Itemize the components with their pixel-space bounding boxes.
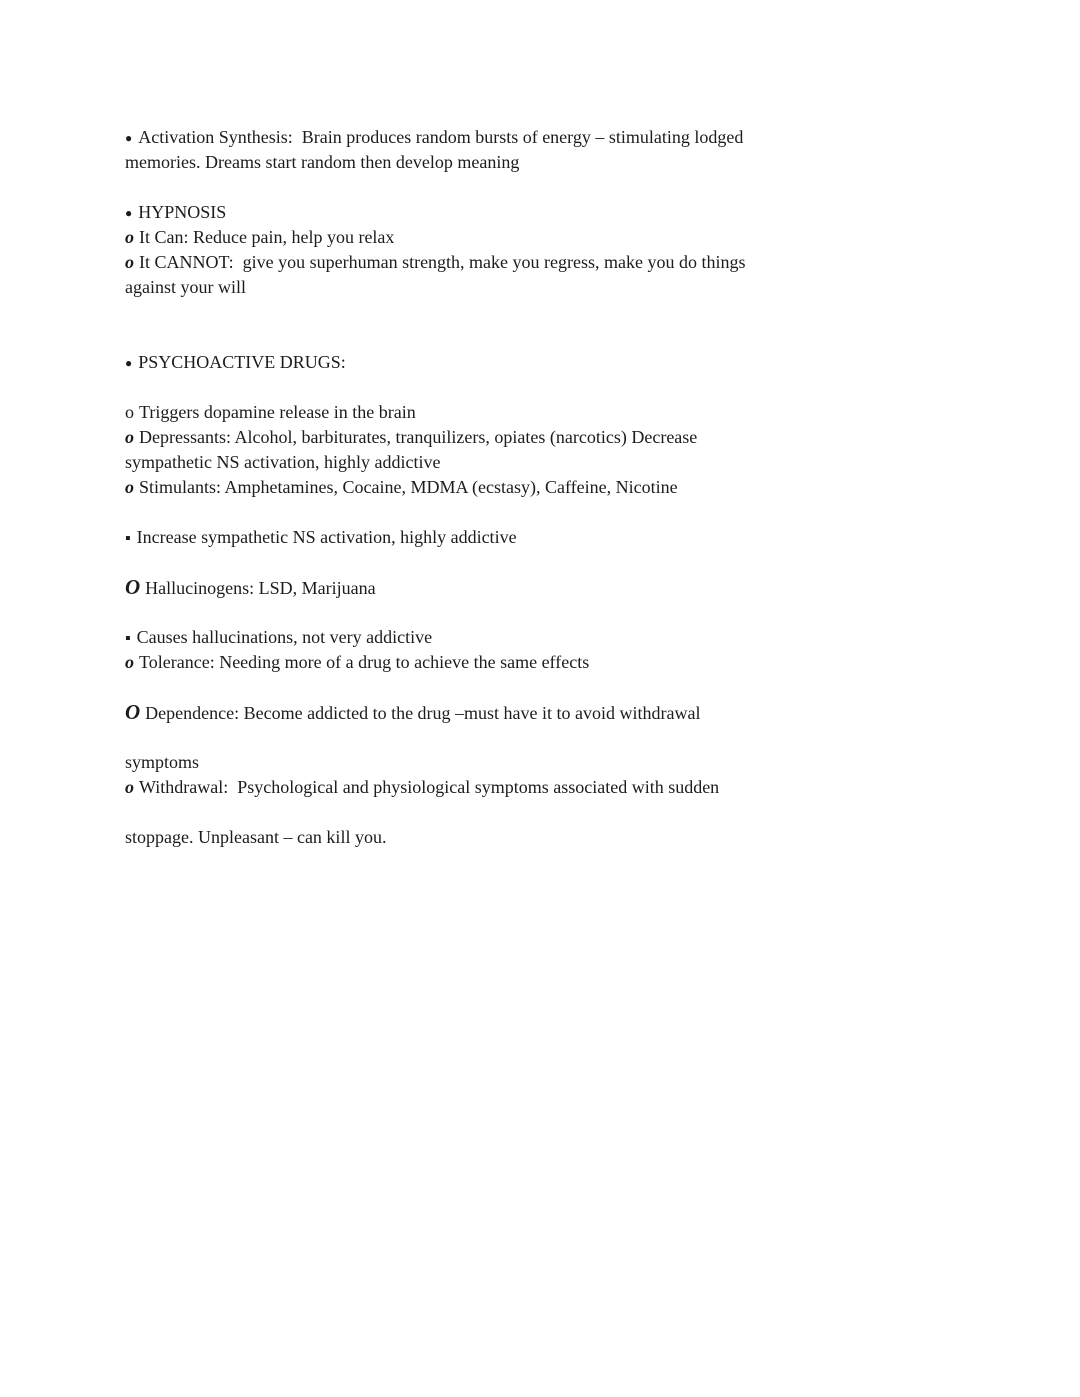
blank-line [125, 175, 955, 200]
text-line [125, 425, 955, 450]
text-line [125, 250, 955, 275]
bullet-disc-icon: ● [125, 206, 133, 220]
blank-line [125, 600, 955, 625]
text-line [125, 225, 955, 250]
sub-bullet-o-marker: o [125, 402, 134, 422]
text-line [125, 400, 955, 425]
blank-line [125, 500, 955, 525]
line-text: Dependence: Become addicted to the drug –must have it to avoid withdrawal [145, 703, 701, 723]
bullet-square-icon: ▪ [125, 630, 131, 647]
text-line [125, 450, 955, 475]
line-text: Tolerance: Needing more of a drug to achieve the same effects [139, 652, 590, 672]
line-text: stoppage. Unpleasant – can kill you. [125, 827, 387, 847]
text-line [125, 525, 955, 550]
line-text: Causes hallucinations, not very addictive [136, 627, 433, 647]
sub-bullet-o-marker: o [125, 477, 134, 497]
line-text: sympathetic NS activation, highly addictive [125, 452, 441, 472]
text-line [125, 125, 955, 150]
line-text: Increase sympathetic NS activation, highly addictive [136, 527, 517, 547]
blank-line [125, 300, 955, 325]
sub-bullet-o-marker: o [125, 427, 134, 447]
blank-line [125, 675, 955, 700]
line-text: Activation Synthesis: Brain produces random bursts of energy – stimulating lodged [138, 127, 744, 147]
line-text: HYPNOSIS [138, 202, 227, 222]
text-line [125, 750, 955, 775]
line-text: Hallucinogens: LSD, Marijuana [145, 578, 376, 598]
blank-line [125, 550, 955, 575]
text-line [125, 625, 955, 650]
sub-bullet-o-marker: o [125, 777, 134, 797]
text-line [125, 575, 955, 600]
notes-text-block [125, 125, 955, 850]
text-line [125, 350, 955, 375]
blank-line [125, 375, 955, 400]
sub-bullet-o-marker: o [125, 652, 134, 672]
text-line [125, 150, 955, 175]
line-text: Withdrawal: Psychological and physiological symptoms associated with sudden [139, 777, 720, 797]
line-text: It Can: Reduce pain, help you relax [139, 227, 395, 247]
text-line [125, 700, 955, 725]
line-text: memories. Dreams start random then develop meaning [125, 152, 520, 172]
text-line [125, 825, 955, 850]
text-line [125, 475, 955, 500]
blank-line [125, 800, 955, 825]
line-text: Triggers dopamine release in the brain [139, 402, 416, 422]
line-text: PSYCHOACTIVE DRUGS: [138, 352, 346, 372]
line-text: Stimulants: Amphetamines, Cocaine, MDMA (ecstasy), Caffeine, Nicotine [139, 477, 678, 497]
line-text: against your will [125, 277, 246, 297]
text-line [125, 200, 955, 225]
line-text: symptoms [125, 752, 200, 772]
bullet-disc-icon: ● [125, 131, 133, 145]
line-text: It CANNOT: give you superhuman strength, make you regress, make you do things [139, 252, 746, 272]
line-text: Depressants: Alcohol, barbiturates, tranquilizers, opiates (narcotics) Decrease [139, 427, 698, 447]
sub-bullet-o-marker: o [125, 227, 134, 247]
blank-line [125, 325, 955, 350]
text-line [125, 650, 955, 675]
sub-bullet-capital-o-marker: O [125, 700, 141, 724]
sub-bullet-o-marker: o [125, 252, 134, 272]
sub-bullet-capital-o-marker: O [125, 575, 141, 599]
bullet-square-icon: ▪ [125, 530, 131, 547]
bullet-disc-icon: ● [125, 356, 133, 370]
text-line [125, 275, 955, 300]
text-line [125, 775, 955, 800]
blank-line [125, 725, 955, 750]
